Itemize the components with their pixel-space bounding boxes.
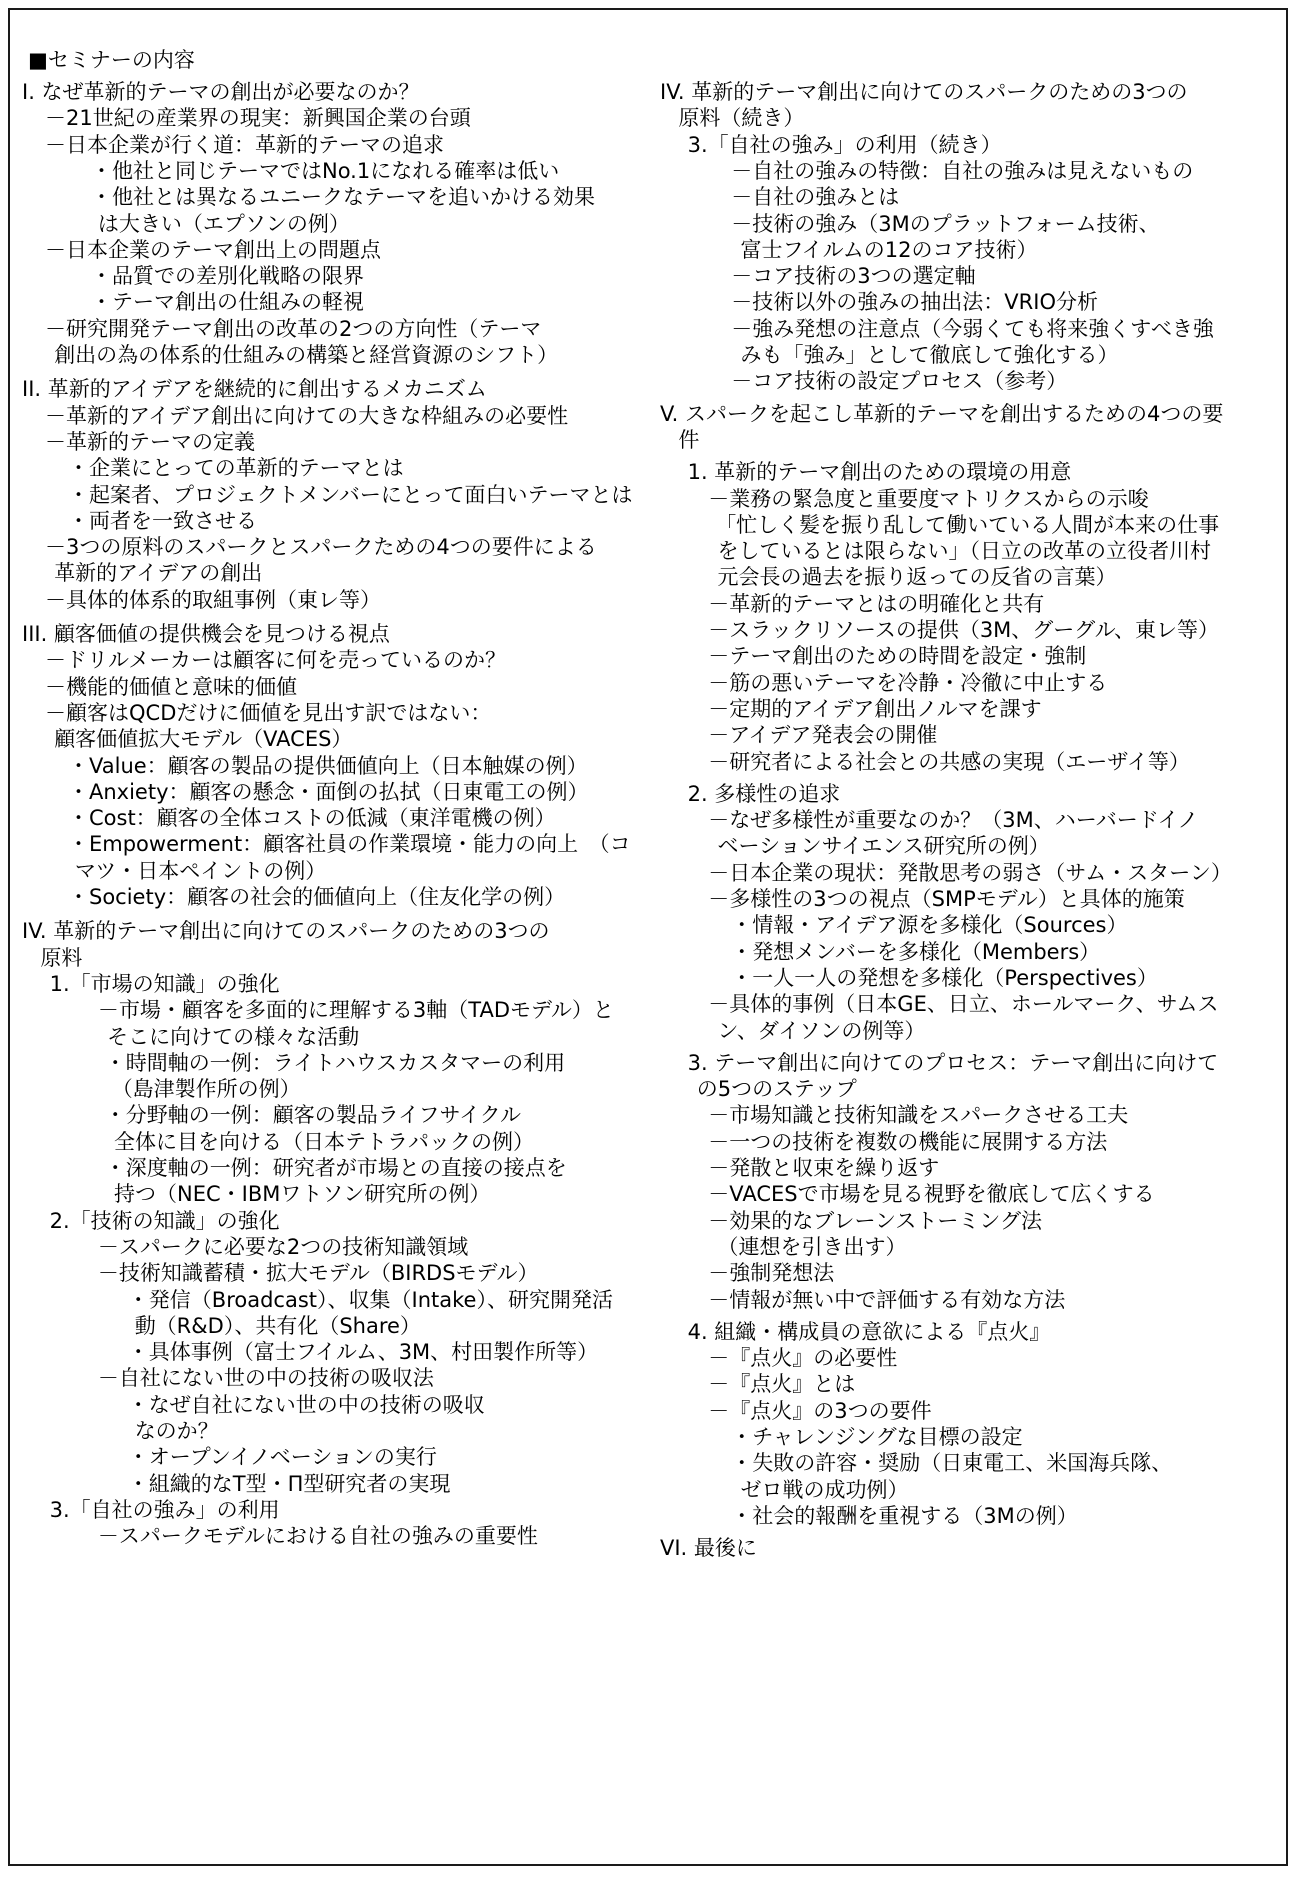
right-outline-line: －多様性の3つの視点（SMPモデル）と具体的施策: [708, 887, 1185, 911]
right-outline-line: －具体的事例（日本GE、日立、ホールマーク、サムス: [708, 992, 1219, 1017]
right-outline-line: 「忙しく髪を振り乱して働いている人間が本来の仕事: [715, 512, 1220, 537]
right-outline-line: 1. 革新的テーマ創出のための環境の用意: [687, 460, 1072, 485]
left-outline-line: ・品質での差別化戦略の限界: [91, 264, 364, 289]
left-outline-line: ・Empowerment：顧客社員の作業環境・能力の向上 （コ: [68, 832, 631, 857]
left-outline-line: ・他社とは異なるユニークなテーマを追いかける効果: [91, 185, 595, 210]
left-outline-line: ・オープンイノベーションの実行: [127, 1445, 437, 1470]
right-outline-line: －発散と収束を繰り返す: [708, 1156, 940, 1180]
left-outline-line: ・時間軸の一例：ライトハウスカスタマーの利用: [104, 1050, 566, 1075]
left-outline-line: －日本企業が行く道：革新的テーマの追求: [45, 132, 444, 157]
right-outline-line: －スラックリソースの提供（3M、グーグル、東レ等）: [708, 618, 1219, 642]
left-outline-line: －顧客はQCDだけに価値を見出す訳ではない：: [45, 700, 492, 725]
left-outline-line: ・テーマ創出の仕組みの軽視: [91, 290, 364, 315]
right-outline-line: VI. 最後に: [660, 1536, 757, 1561]
left-outline-line: は大きい（エプソンの例）: [97, 211, 350, 236]
right-outline-line: －一つの技術を複数の機能に展開する方法: [708, 1129, 1108, 1154]
right-outline-line: 3. テーマ創出に向けてのプロセス：テーマ創出に向けて: [687, 1050, 1219, 1075]
left-outline-line: 動（R&D）、共有化（Share）: [134, 1313, 421, 1338]
left-outline-line: 原料: [40, 945, 83, 970]
left-outline-line: 創出の為の体系的仕組みの構築と経営資源のシフト）: [54, 343, 559, 367]
right-outline-line: －『点火』とは: [708, 1372, 856, 1397]
right-outline-line: －強制発想法: [708, 1261, 835, 1286]
left-outline-line: ・Society：顧客の社会的価値向上（住友化学の例）: [68, 885, 566, 909]
right-outline-line: －アイデア発表会の開催: [708, 723, 938, 748]
left-outline-line: －スパークに必要な2つの技術知識領域: [97, 1234, 469, 1259]
left-outline-line: ・深度軸の一例：研究者が市場との直接の接点を: [104, 1156, 567, 1180]
left-outline-line: －革新的アイデア創出に向けての大きな枠組みの必要性: [45, 403, 569, 428]
right-outline-line: －自社の強みとは: [731, 185, 900, 210]
left-outline-line: なのか？: [134, 1419, 219, 1443]
left-outline-line: －技術知識蓄積・拡大モデル（BIRDSモデル）: [97, 1261, 539, 1286]
left-outline-line: ・Value：顧客の製品の提供価値向上（日本触媒の例）: [68, 753, 588, 778]
left-outline-line: 革新的アイデアの創出: [54, 561, 263, 586]
left-outline-line: 1.「市場の知識」の強化: [49, 971, 280, 996]
right-outline-line: －情報が無い中で評価する有効な方法: [708, 1287, 1066, 1312]
left-outline-line: －具体的体系的取組事例（東レ等）: [45, 587, 381, 612]
right-outline-line: 4. 組織・構成員の意欲による『点火』: [687, 1319, 1051, 1344]
right-outline-line: －『点火』の必要性: [708, 1346, 898, 1371]
right-outline-line: －自社の強みの特徴：自社の強みは見えないもの: [731, 158, 1194, 183]
right-outline-line: －なぜ多様性が重要なのか？（3M、ハーバードイノ: [708, 808, 1199, 833]
right-outline-line: －筋の悪いテーマを冷静・冷徹に中止する: [708, 670, 1108, 695]
left-outline-line: マツ・日本ペイントの例）: [74, 858, 327, 883]
right-outline-line: ・情報・アイデア源を多様化（Sources）: [731, 913, 1128, 938]
left-outline-line: ・Cost：顧客の全体コストの低減（東洋電機の例）: [68, 806, 556, 831]
left-outline-line: －革新的テーマの定義: [45, 429, 255, 454]
left-outline-line: ・起案者、プロジェクトメンバーにとって面白いテーマとは: [68, 482, 633, 507]
left-outline-line: 3.「自社の強み」の利用: [49, 1497, 280, 1522]
right-outline-line: －テーマ創出のための時間を設定・強制: [708, 644, 1087, 669]
right-outline-line: ・社会的報酬を重視する（3Mの例）: [731, 1503, 1078, 1528]
right-outline-line: 件: [678, 427, 700, 452]
right-outline-line: ・発想メンバーを多様化（Members）: [731, 939, 1101, 964]
right-outline-line: ベーションサイエンス研究所の例）: [717, 834, 1050, 859]
left-outline-line: 顧客価値拡大モデル（VACES）: [54, 727, 353, 752]
right-outline-line: をしているとは限らない」（日立の改革の立役者川村: [717, 539, 1211, 564]
right-outline-line: みも「強み」として徹底して強化する）: [740, 343, 1119, 367]
left-outline-line: 全体に目を向ける（日本テトラパックの例）: [114, 1129, 534, 1154]
left-outline-line: 持つ（NEC・IBMワトソン研究所の例）: [114, 1182, 491, 1207]
right-outline-line: －業務の緊急度と重要度マトリクスからの示唆: [708, 486, 1149, 511]
right-outline-line: －研究者による社会との共感の実現（エーザイ等）: [708, 749, 1190, 774]
right-outline-line: －効果的なブレーンストーミング法: [708, 1208, 1042, 1233]
left-outline-line: ・他社と同じテーマではNo.1になれる確率は低い: [91, 158, 560, 183]
right-outline-line: ゼロ戦の成功例）: [740, 1477, 909, 1502]
right-outline-line: －技術以外の強みの抽出法：VRIO分析: [731, 290, 1098, 315]
right-outline-line: －VACESで市場を見る視野を徹底して広くする: [708, 1182, 1155, 1207]
right-outline-line: －コア技術の設定プロセス（参考）: [731, 369, 1068, 394]
left-outline-line: －3つの原料のスパークとスパークための4つの要件による: [45, 535, 597, 560]
right-outline-line: （連想を引き出す）: [717, 1234, 907, 1259]
right-outline-line: 2. 多様性の追求: [687, 781, 841, 806]
right-outline-line: 3.「自社の強み」の利用（続き）: [687, 132, 1002, 157]
left-outline-line: －機能的価値と意味的価値: [45, 674, 297, 699]
right-outline-line: －技術の強み（3Mのプラットフォーム技術、: [731, 211, 1160, 236]
left-outline-line: （島津製作所の例）: [111, 1077, 301, 1102]
left-outline-line: ・なぜ自社にない世の中の技術の吸収: [127, 1392, 485, 1417]
section-heading: ■セミナーの内容: [28, 48, 195, 72]
left-outline-line: －スパークモデルにおける自社の強みの重要性: [97, 1524, 538, 1549]
left-outline-line: －市場・顧客を多面的に理解する3軸（TADモデル）と: [97, 998, 614, 1023]
document-frame: [8, 8, 1288, 1866]
right-outline-line: ン、ダイソンの例等）: [717, 1018, 926, 1043]
right-outline-line: －コア技術の3つの選定軸: [731, 264, 976, 289]
right-outline-line: IV. 革新的テーマ創出に向けてのスパークのための3つの: [660, 80, 1188, 104]
left-outline-line: III. 顧客価値の提供機会を見つける視点: [22, 622, 390, 646]
left-outline-line: －ドリルメーカーは顧客に何を売っているのか？: [45, 648, 506, 673]
left-outline-line: －自社にない世の中の技術の吸収法: [97, 1366, 434, 1391]
right-outline-line: V. スパークを起こし革新的テーマを創出するための4つの要: [660, 401, 1224, 426]
right-outline-line: －日本企業の現状：発散思考の弱さ（サム・スターン）: [708, 860, 1232, 885]
left-outline-line: 2.「技術の知識」の強化: [49, 1208, 280, 1233]
right-outline-line: ・失敗の許容・奨励（日東電工、米国海兵隊、: [731, 1451, 1173, 1476]
right-outline-line: ・チャレンジングな目標の設定: [731, 1425, 1023, 1449]
right-outline-line: 元会長の過去を振り返っての反省の言葉）: [717, 565, 1117, 590]
left-outline-line: ・発信（Broadcast）、収集（Intake）、研究開発活: [127, 1287, 613, 1312]
left-outline-line: －研究開発テーマ創出の改革の2つの方向性（テーマ: [45, 316, 542, 341]
left-outline-line: ・企業にとっての革新的テーマとは: [68, 456, 404, 481]
right-outline-line: －市場知識と技術知識をスパークさせる工夫: [708, 1103, 1129, 1128]
left-outline-line: IV. 革新的テーマ創出に向けてのスパークのための3つの: [22, 919, 550, 944]
left-outline-line: ・組織的なT型・Π型研究者の実現: [127, 1471, 451, 1496]
right-outline-line: －革新的テーマとはの明確化と共有: [708, 591, 1045, 616]
left-outline-line: ・分野軸の一例：顧客の製品ライフサイクル: [104, 1103, 522, 1128]
right-outline-line: －定期的アイデア創出ノルマを課す: [708, 696, 1042, 721]
right-outline-line: ・一人一人の発想を多様化（Perspectives）: [731, 965, 1158, 990]
left-outline-line: I. なぜ革新的テーマの創出が必要なのか？: [22, 80, 420, 104]
left-outline-line: ・両者を一致させる: [68, 508, 257, 533]
left-outline-line: ・具体事例（富士フイルム、3M、村田製作所等）: [127, 1340, 599, 1365]
left-outline-line: －日本企業のテーマ創出上の問題点: [45, 237, 381, 262]
right-outline-line: の5つのステップ: [696, 1077, 857, 1102]
left-outline-line: －21世紀の産業界の現実：新興国企業の台頭: [45, 106, 471, 131]
left-outline-line: そこに向けての様々な活動: [107, 1024, 360, 1049]
right-outline-line: 富士フイルムの12のコア技術）: [740, 237, 1038, 262]
right-outline-line: －強み発想の注意点（今弱くても将来強くすべき強: [731, 316, 1214, 341]
right-outline-line: －『点火』の3つの要件: [708, 1398, 932, 1423]
left-outline-line: II. 革新的アイデアを継続的に創出するメカニズム: [22, 377, 487, 402]
left-outline-line: ・Anxiety：顧客の懸念・面倒の払拭（日東電工の例）: [68, 779, 589, 804]
right-outline-line: 原料（続き）: [678, 106, 805, 131]
